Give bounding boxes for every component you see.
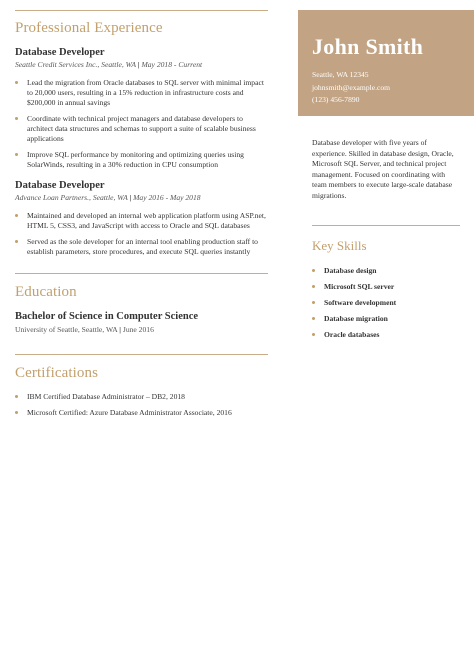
- contact-phone: (123) 456-7890: [312, 95, 360, 104]
- skill-item: [312, 266, 460, 275]
- separator-pipe: |: [129, 193, 132, 202]
- skill-item: [312, 330, 460, 339]
- bullet-item: [15, 211, 268, 231]
- certification-list: [15, 392, 268, 418]
- experience-heading: Professional Experience: [15, 20, 163, 36]
- divider: [312, 225, 460, 226]
- bullet-text: Maintained and developed an internal web application platform using ASP.net, HTML 5, CSS3, and JavaScript with access to Oracle and SQL databases: [27, 211, 266, 230]
- job-bullets: [15, 211, 268, 257]
- skills-heading: Key Skills: [312, 238, 367, 253]
- skill-text: Database migration: [324, 314, 388, 323]
- profile-summary: Database developer with five years of experience. Skilled in database design, Oracle, Microsoft SQL Server, and technical project management. Focused on coordinating with team members to execute large-scale database migrations.: [312, 138, 454, 200]
- bullet-item: [15, 150, 268, 170]
- bullet-item: [15, 237, 268, 257]
- skill-item: [312, 314, 460, 323]
- skills-list: [312, 266, 460, 339]
- skill-item: [312, 298, 460, 307]
- contact-location: Seattle, WA 12345: [312, 70, 369, 79]
- certification-item: [15, 392, 268, 402]
- bullet-dot-icon: [15, 117, 18, 120]
- bullet-text: Improve SQL performance by monitoring and optimizing queries using SolarWinds, resulting in a 30% reduction in CPU consumption: [27, 150, 244, 169]
- left-column: [15, 10, 268, 424]
- skill-text: Microsoft SQL server: [324, 282, 395, 291]
- job-dates: May 2016 - May 2018: [133, 193, 201, 202]
- school-name: University of Seattle, Seattle, WA: [15, 325, 118, 334]
- bullet-dot-icon: [312, 301, 315, 304]
- bullet-dot-icon: [15, 81, 18, 84]
- graduation-date: June 2016: [122, 325, 154, 334]
- job-title: Database Developer: [15, 180, 105, 191]
- right-column: [298, 10, 474, 346]
- contact-info: [312, 69, 460, 107]
- bullet-text: Served as the sole developer for an internal tool enabling production staff to establish parameters, store procedures, and execute SQL queries instantly: [27, 237, 258, 256]
- bullet-dot-icon: [15, 411, 18, 414]
- separator-pipe: |: [137, 60, 140, 69]
- skill-text: Database design: [324, 266, 377, 275]
- school-meta: [15, 325, 268, 334]
- bullet-dot-icon: [15, 153, 18, 156]
- job-entry: [15, 180, 268, 257]
- certifications-heading: Certifications: [15, 365, 99, 381]
- certification-item: [15, 408, 268, 418]
- bullet-dot-icon: [312, 333, 315, 336]
- bullet-dot-icon: [312, 317, 315, 320]
- degree-title: Bachelor of Science in Computer Science: [15, 311, 199, 322]
- job-meta: [15, 193, 268, 202]
- skill-item: [312, 282, 460, 291]
- divider: [15, 10, 268, 11]
- job-bullets: [15, 78, 268, 170]
- education-heading: Education: [15, 284, 77, 300]
- skill-text: Software development: [324, 298, 397, 307]
- person-name: John Smith: [312, 34, 424, 59]
- bullet-item: [15, 78, 268, 108]
- job-company: Seattle Credit Services Inc., Seattle, WA: [15, 60, 136, 69]
- bullet-dot-icon: [15, 395, 18, 398]
- divider: [15, 354, 268, 355]
- bullet-text: Coordinate with technical project managers and database developers to architect data structures and schemas to support a suite of scalable business applications: [27, 114, 256, 143]
- job-entry: [15, 47, 268, 170]
- job-dates: May 2018 - Current: [141, 60, 203, 69]
- job-meta: [15, 60, 268, 69]
- bullet-item: [15, 114, 268, 144]
- skill-text: Oracle databases: [324, 330, 380, 339]
- bullet-dot-icon: [312, 269, 315, 272]
- separator-pipe: |: [119, 325, 121, 334]
- certification-text: IBM Certified Database Administrator – DB2, 2018: [27, 392, 185, 401]
- bullet-text: Lead the migration from Oracle databases to SQL server with minimal impact to 20,000 users, resulting in a 15% reduction in infrastructure costs and $200,000 in annual savings: [27, 78, 264, 107]
- bullet-dot-icon: [15, 240, 18, 243]
- job-company: Advance Loan Partners., Seattle, WA: [15, 193, 128, 202]
- bullet-dot-icon: [15, 214, 18, 217]
- bullet-dot-icon: [312, 285, 315, 288]
- contact-email: johnsmith@example.com: [312, 82, 391, 92]
- header-box: [298, 10, 474, 116]
- divider: [15, 273, 268, 274]
- certification-text: Microsoft Certified: Azure Database Administrator Associate, 2016: [27, 408, 232, 417]
- job-title: Database Developer: [15, 47, 105, 58]
